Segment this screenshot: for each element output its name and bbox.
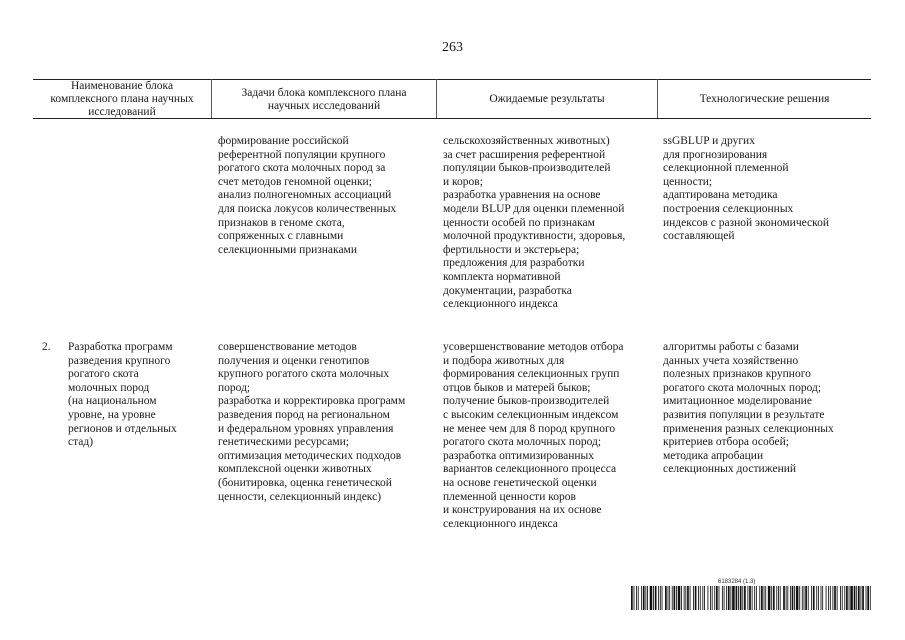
header-cell-results [437, 81, 657, 118]
header-cell-tasks [212, 81, 436, 118]
header-text: Наименование блока комплексного плана научных исследований [50, 80, 194, 118]
row-tasks: формирование российской референтной популяции крупного рогатого скота молочных пород за счет методов геномной оценки; анализ полногеномных ассоциаций для поиска локусов количественных признаков в геноме скота, сопряженных с главными селекционными признаками [218, 135, 397, 256]
row-results: сельскохозяйственных животных) за счет расширения референтной популяции быков-производителей и коров; разработка уравнения на основе модели BLUP для оценки племенной ценности особей по признакам молочной продуктивности, здоровья, фертильности и экстерьера; предложения для разработки комплекта нормативной документации, разработка селекционного индекса [443, 135, 626, 311]
row-results: усовершенствование методов отбора и подбора животных для формирования селекционных групп отцов быков и матерей быков; получение быков-производителей с высоким селекционным индексом не менее чем для 8 пород крупного рогатого скота молочных пород; разработка оптимизированных вариантов селекционного процесса на основе генетической оценки племенной ценности коров и конструирования на их основе селекционного индекса [443, 341, 624, 530]
header-text: Ожидаемые результаты [489, 93, 605, 105]
row-block-name: Разработка программ разведения крупного рогатого скота молочных пород (на национальном уровне, на уровне регионов и отдельных стад) [68, 341, 177, 449]
header-text: Технологические решения [699, 93, 830, 105]
row-tasks: совершенствование методов получения и оценки генотипов крупного рогатого скота молочных пород; разработка и корректировка программ разведения пород на региональном и федеральном уровнях управления генетическими ресурсами; оптимизация методических подходов комплексной оценки животных (бонитировка, оценка генетической ценности, селекционный индекс) [218, 341, 406, 503]
page-number: 263 [442, 40, 463, 55]
header-cell-block-name [33, 81, 211, 118]
barcode-icon [631, 586, 871, 610]
barcode-number: 6183284 (1.3) [718, 579, 756, 585]
row-solutions: ssGBLUP и других для прогнозирования селекционной племенной ценности; адаптирована методика построения селекционных индексов с разной экономической составляющей [663, 135, 830, 243]
row-number: 2. [42, 341, 51, 353]
header-cell-solutions [658, 81, 871, 118]
row-solutions: алгоритмы работы с базами данных учета хозяйственно полезных признаков крупного рогатого скота молочных пород; имитационное моделирование развития популяции в результате применения разных селекционных критериев отбора особей; методика апробации селекционных достижений [663, 341, 834, 476]
header-text: Задачи блока комплексного плана научных исследований [241, 86, 407, 112]
